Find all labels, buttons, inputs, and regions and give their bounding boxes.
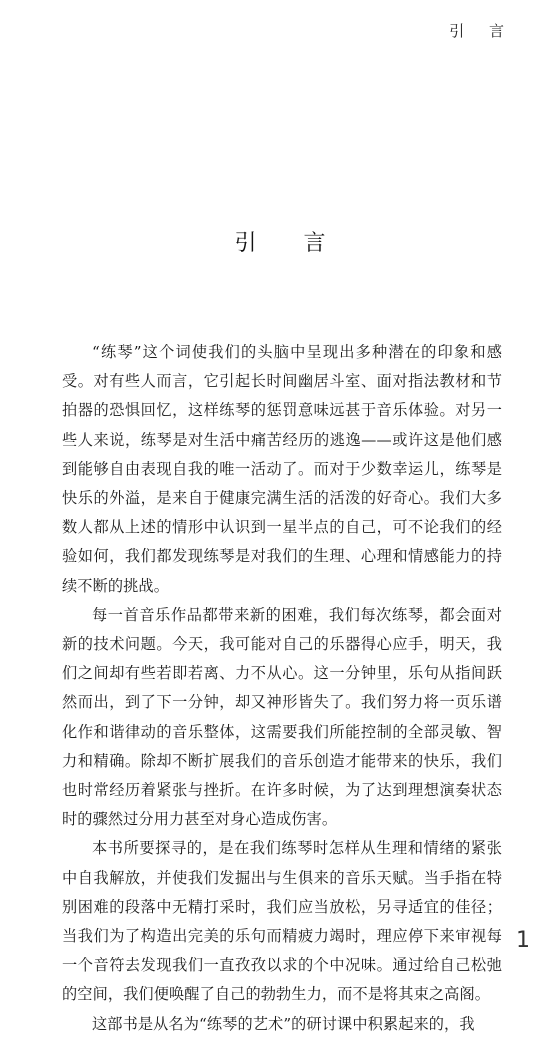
paragraph-4: 这部书是从名为“练琴的艺术”的研讨课中积累起来的，我 bbox=[92, 1014, 475, 1033]
paragraph-1: “练琴”这个词使我们的头脑中呈现出多种潜在的印象和感受。对有些人而言，它引起长时间幽居斗室、面对指法教材和节拍器的恐惧回忆，这样练琴的惩罚意味远甚于音乐体验。对另一些人来说，练琴是对生活中痛苦经历的逃逸——或许这是他们感到能够自由表现自我的唯一活动了。而对于少数幸运儿，练琴是快乐的外溢，是来自于健康完满生活的活泼的好奇心。我们大多数人都从上述的情形中认识到一星半点的自己，可不论我们的经验如何，我们都发现练琴是对我们的生理、心理和情感能力的持续不断的挑战。 bbox=[62, 343, 502, 595]
paragraph-3: 本书所要探寻的，是在我们练琴时怎样从生理和情绪的紧张中自我解放，并使我们发掘出与生俱来的音乐天赋。当手指在特别困难的段落中无精打采时，我们应当放松，另寻适宜的佳径；当我们为了构造出完美的乐句而精疲力竭时，理应停下来审视每一个音符去发现我们一直孜孜以求的个中况味。通过给自己松弛的空间，我们便唤醒了自己的勃勃生力，而不是将其束之高阁。 bbox=[62, 839, 502, 1004]
chapter-title: 引 言 bbox=[234, 231, 346, 256]
running-head: 引 言 bbox=[449, 22, 514, 40]
page-number: 1 bbox=[516, 928, 530, 953]
body-text bbox=[62, 338, 502, 1039]
paragraph-2: 每一首音乐作品都带来新的困难，我们每次练琴，都会面对新的技术问题。今天，我可能对自己的乐器得心应手，明天，我们之间却有些若即若离、力不从心。这一分钟里，乐句从指间跃然而出，到了下一分钟，却又神形皆失了。我们努力将一页乐谱化作和谐律动的音乐整体，这需要我们所能控制的全部灵敏、智力和精确。除却不断扩展我们的音乐创造才能带来的快乐，我们也时常经历着紧张与挫折。在许多时候，为了达到理想演奏状态时的骤然过分用力甚至对身心造成伤害。 bbox=[62, 605, 502, 829]
